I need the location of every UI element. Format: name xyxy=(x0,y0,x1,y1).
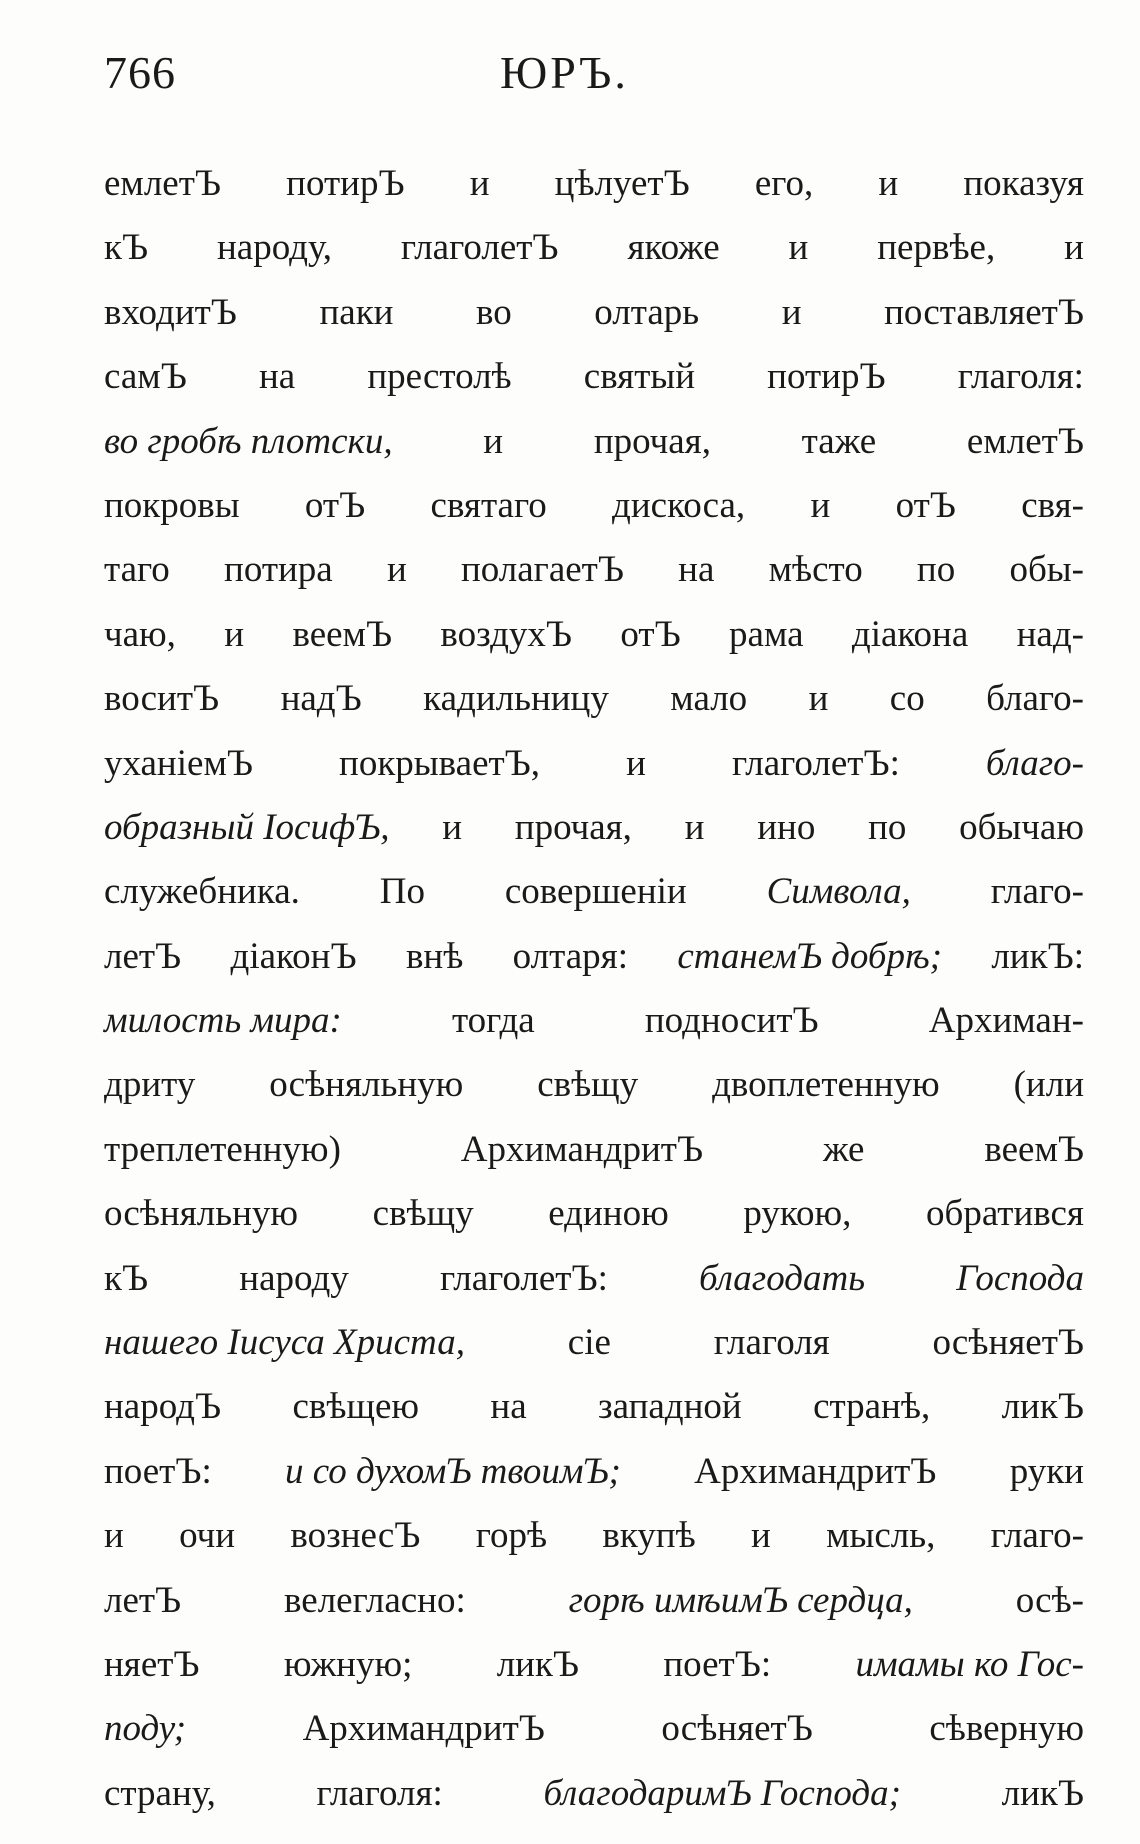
word: таже xyxy=(801,420,877,462)
italic-word: благодать xyxy=(699,1257,866,1299)
word: осѣняльную xyxy=(269,1064,464,1106)
text-line xyxy=(104,925,1084,989)
word: отЪ xyxy=(620,613,681,655)
word: обы- xyxy=(1009,549,1084,591)
text-line xyxy=(104,1053,1084,1117)
word: на xyxy=(678,549,715,591)
word: обычаю xyxy=(959,806,1084,848)
word: емлетЪ xyxy=(104,163,222,204)
word: веемЪ xyxy=(984,1128,1084,1170)
text-line xyxy=(104,1762,1084,1826)
text-line xyxy=(104,1182,1084,1246)
word: страну, xyxy=(104,1772,216,1814)
word: отЪ xyxy=(895,484,956,526)
word: глаголя: xyxy=(957,356,1084,398)
text-line xyxy=(104,667,1084,731)
word: веемЪ xyxy=(292,613,393,655)
word: его, xyxy=(754,163,814,204)
word: глаго- xyxy=(990,871,1084,913)
word: потирЪ xyxy=(286,163,405,204)
running-head: ЮРЪ. xyxy=(500,47,629,98)
word: и xyxy=(1064,227,1084,269)
word: глаголетЪ: xyxy=(731,742,900,784)
word: поставляетЪ xyxy=(884,291,1084,333)
word: дискоса, xyxy=(612,484,746,526)
word: поетЪ: xyxy=(104,1450,212,1492)
word: и xyxy=(781,291,802,333)
word: осѣняетЪ xyxy=(932,1322,1084,1364)
italic-word: милость мира: xyxy=(104,1000,342,1042)
word: цѣлуетЪ xyxy=(554,163,690,204)
text-line xyxy=(104,603,1084,667)
text-line xyxy=(104,410,1084,474)
word: ликЪ xyxy=(1001,1772,1084,1814)
word: и xyxy=(104,1515,124,1557)
word: же xyxy=(822,1128,865,1170)
word: няетЪ xyxy=(104,1643,200,1685)
word: ликЪ: xyxy=(991,935,1084,977)
word: свя- xyxy=(1021,484,1084,526)
word: осѣ- xyxy=(1015,1579,1084,1621)
word: полагаетЪ xyxy=(460,549,624,591)
word: прочая, xyxy=(593,420,711,462)
text-line xyxy=(104,216,1084,280)
italic-word: во гробѣ плотски, xyxy=(104,420,393,462)
word: якоже xyxy=(627,227,720,269)
text-line xyxy=(104,732,1084,796)
word: осѣняльную xyxy=(104,1193,299,1235)
word: западной xyxy=(598,1386,742,1428)
text-line xyxy=(104,989,1084,1053)
word: олтарь xyxy=(594,291,700,333)
word: По xyxy=(379,871,425,913)
word: поетЪ: xyxy=(663,1643,772,1685)
word: прочая, xyxy=(514,806,632,848)
word: по xyxy=(868,806,907,848)
word: АрхимандритЪ xyxy=(302,1708,545,1750)
italic-word: поду; xyxy=(104,1708,187,1750)
word: и xyxy=(810,484,831,526)
word: подноситЪ xyxy=(644,1000,819,1042)
text-line xyxy=(104,1375,1084,1439)
word: и xyxy=(386,549,407,591)
word: ликЪ xyxy=(1001,1386,1084,1428)
word: (или xyxy=(1013,1064,1084,1106)
word: на xyxy=(258,356,296,398)
text-line xyxy=(104,1569,1084,1633)
word: АрхимандритЪ xyxy=(694,1450,937,1492)
word: свѣщу xyxy=(537,1064,639,1106)
word: кЪ xyxy=(104,227,149,269)
word: воздухЪ xyxy=(440,613,573,655)
word: воситЪ xyxy=(104,678,220,720)
word: паки xyxy=(319,291,394,333)
word: руки xyxy=(1009,1450,1084,1492)
word: единою xyxy=(548,1193,669,1235)
word: діаконЪ xyxy=(230,935,357,977)
word: первѣе, xyxy=(877,227,996,269)
text-line xyxy=(104,152,1084,216)
word: рукою, xyxy=(743,1193,852,1235)
word: діакона xyxy=(851,613,969,655)
word: над- xyxy=(1016,613,1084,655)
text-line xyxy=(104,345,1084,409)
word: служебника. xyxy=(104,871,300,913)
word: народу xyxy=(239,1257,349,1299)
word: глаголя: xyxy=(316,1772,443,1814)
italic-word: имамы ко Гос- xyxy=(855,1643,1084,1685)
word: глаго- xyxy=(990,1515,1084,1557)
word: тогда xyxy=(451,1000,535,1042)
word: внѣ xyxy=(405,935,464,977)
word: очи xyxy=(179,1515,236,1557)
word: и xyxy=(788,227,809,269)
word: отЪ xyxy=(304,484,366,526)
word: и xyxy=(684,806,705,848)
word: мысль, xyxy=(826,1515,936,1557)
italic-word: станемЪ добрѣ; xyxy=(677,935,942,977)
word: самЪ xyxy=(104,356,187,398)
page-header xyxy=(0,40,1140,110)
word: ино xyxy=(757,806,816,848)
word: и xyxy=(442,806,463,848)
word: летЪ xyxy=(104,935,182,977)
word: странѣ, xyxy=(813,1386,931,1428)
word: глаголетЪ: xyxy=(439,1257,608,1299)
italic-word: и со духомЪ твоимЪ; xyxy=(285,1450,621,1492)
word: обратився xyxy=(926,1193,1084,1235)
word: свѣщу xyxy=(372,1193,474,1235)
italic-word: нашего Іисуса Христа, xyxy=(104,1322,465,1364)
word: двоплетенную xyxy=(712,1064,940,1106)
text-line xyxy=(104,1440,1084,1504)
word: дриту xyxy=(104,1064,196,1106)
word: рама xyxy=(729,613,804,655)
word: АрхимандритЪ xyxy=(460,1128,704,1170)
word: кадильницу xyxy=(423,678,609,720)
text-line xyxy=(104,1311,1084,1375)
word: летЪ xyxy=(104,1579,182,1621)
word: кЪ xyxy=(104,1257,149,1299)
word: на xyxy=(490,1386,527,1428)
word: южную; xyxy=(283,1643,413,1685)
italic-word: горѣ имѣимЪ сердца, xyxy=(568,1579,913,1621)
word: показуя xyxy=(963,163,1084,204)
word: свѣщею xyxy=(292,1386,420,1428)
text-line xyxy=(104,1504,1084,1568)
word: народу, xyxy=(217,227,333,269)
word: во xyxy=(476,291,512,333)
word: ликЪ xyxy=(496,1643,580,1685)
word: глаголетЪ xyxy=(400,227,559,269)
word: совершеніи xyxy=(504,871,687,913)
word: мало xyxy=(670,678,748,720)
word: благо- xyxy=(986,678,1084,720)
word: и xyxy=(469,163,490,204)
italic-word: благо- xyxy=(985,742,1084,784)
text-line xyxy=(104,1633,1084,1697)
word: и xyxy=(224,613,245,655)
word: престолѣ xyxy=(367,356,512,398)
word: уханіемЪ xyxy=(104,742,253,784)
word: по xyxy=(916,549,956,591)
italic-word: образный ІосифЪ, xyxy=(104,806,390,848)
word: покрываетЪ, xyxy=(339,742,541,784)
text-line xyxy=(104,538,1084,602)
italic-word: Символа, xyxy=(766,871,911,913)
text-line xyxy=(104,860,1084,924)
word: потирЪ xyxy=(767,356,886,398)
word: олтаря: xyxy=(512,935,628,977)
word: народЪ xyxy=(104,1386,222,1428)
word: емлетЪ xyxy=(966,420,1084,462)
word: таго xyxy=(104,549,170,591)
word: и xyxy=(626,742,646,784)
word: осѣняетЪ xyxy=(661,1708,813,1750)
text-line xyxy=(104,1118,1084,1182)
word: сѣверную xyxy=(929,1708,1084,1750)
word: глаголя xyxy=(713,1322,830,1364)
word: велегласно: xyxy=(284,1579,466,1621)
text-line xyxy=(104,474,1084,538)
word: и xyxy=(483,420,504,462)
word: чаю, xyxy=(104,613,176,655)
word: вознесЪ xyxy=(290,1515,421,1557)
word: треплетенную) xyxy=(104,1128,341,1170)
page-number: 766 xyxy=(104,47,176,98)
body-text xyxy=(104,152,1084,1826)
word: вкупѣ xyxy=(602,1515,696,1557)
word: Архиман- xyxy=(928,1000,1084,1042)
word: надЪ xyxy=(280,678,362,720)
text-line xyxy=(104,1697,1084,1761)
word: входитЪ xyxy=(104,291,237,333)
text-line xyxy=(104,796,1084,860)
word: со xyxy=(889,678,925,720)
word: святаго xyxy=(430,484,547,526)
word: покровы xyxy=(104,484,240,526)
word: и xyxy=(808,678,829,720)
word: святый xyxy=(583,356,696,398)
italic-word: благодаримЪ Господа; xyxy=(543,1772,901,1814)
word: сіе xyxy=(567,1322,611,1364)
text-line xyxy=(104,281,1084,345)
word: потира xyxy=(224,549,333,591)
word: горѣ xyxy=(475,1515,548,1557)
word: и xyxy=(878,163,899,204)
text-line xyxy=(104,1247,1084,1311)
italic-word: Господа xyxy=(956,1257,1084,1299)
word: мѣсто xyxy=(768,549,863,591)
word: и xyxy=(750,1515,771,1557)
